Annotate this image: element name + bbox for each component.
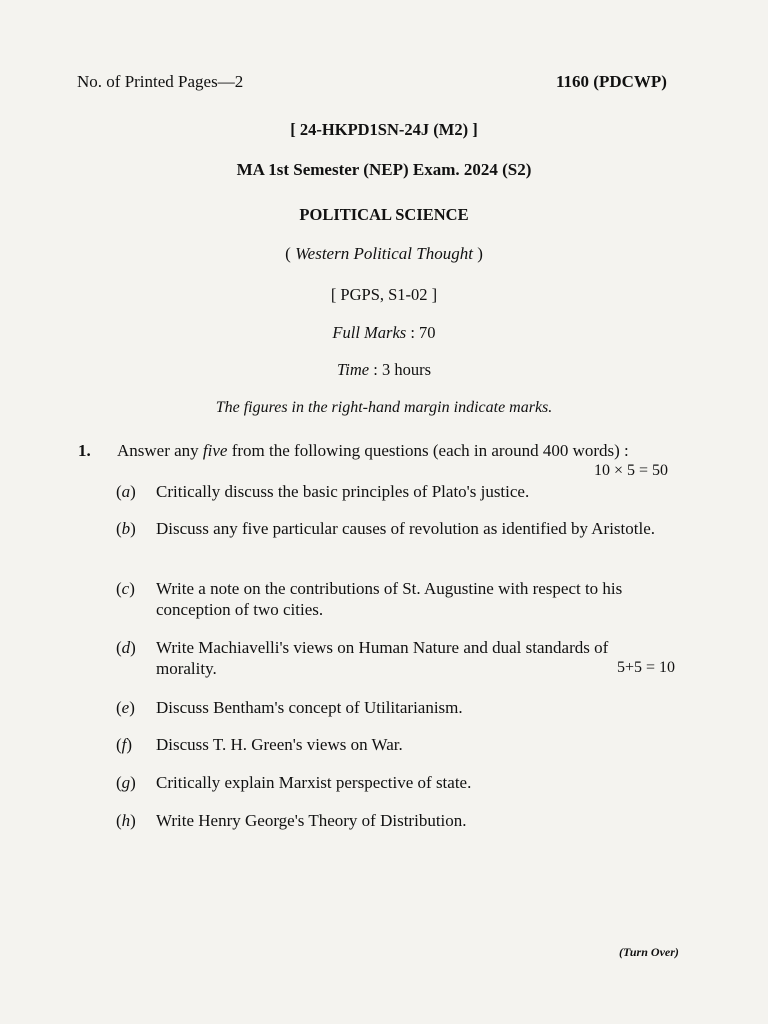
full-marks — [0, 323, 768, 343]
paper-code: 1160 (PDCWP) — [556, 72, 667, 91]
item-text: Discuss any five particular causes of revolution as identified by Aristotle. — [156, 519, 656, 538]
question-text — [117, 441, 687, 461]
paper-name-text: Western Political Thought — [295, 244, 473, 263]
exam-code: [ 24-HKPD1SN-24J (M2) ] — [290, 120, 478, 139]
paper-name: ( Western Political Thought ) — [285, 244, 483, 263]
question-item — [116, 810, 676, 831]
item-label: (e) — [116, 698, 135, 717]
time-label: Time — [337, 360, 370, 379]
item-text: Critically explain Marxist perspective of state. — [156, 773, 472, 792]
question-item — [116, 637, 676, 679]
question-text-emph: five — [202, 441, 228, 460]
full-marks-label: Full Marks — [332, 323, 407, 342]
item-text: Write a note on the contributions of St. Augustine with respect to his conception of two cities. — [156, 579, 623, 619]
question-item — [116, 697, 676, 718]
question-item — [116, 481, 676, 502]
question-item — [116, 734, 676, 755]
time-value: : 3 hours — [373, 360, 431, 379]
item-label: (a) — [116, 482, 136, 501]
item-text: Write Machiavelli's views on Human Nature and dual standards of morality. — [156, 638, 609, 678]
time-allowed — [0, 360, 768, 380]
course-code: [ PGPS, S1-02 ] — [330, 285, 438, 304]
question-item — [116, 578, 676, 620]
item-text: Discuss Bentham's concept of Utilitarianism. — [156, 698, 463, 717]
question-text-after: from the following questions (each in around 400 words) : — [227, 441, 629, 460]
question-text-before: Answer any — [117, 441, 203, 460]
item-text: Discuss T. H. Green's views on War. — [156, 735, 403, 754]
item-label: (f) — [116, 735, 133, 754]
item-label: (g) — [116, 773, 136, 792]
question-marks: 10 × 5 = 50 — [594, 462, 669, 479]
printed-pages: No. of Printed Pages—2 — [77, 72, 244, 91]
item-text: Critically discuss the basic principles of Plato's justice. — [156, 482, 530, 501]
question-item — [116, 772, 676, 793]
full-marks-value: : 70 — [410, 323, 436, 342]
item-label: (c) — [116, 579, 135, 598]
item-label: (b) — [116, 519, 136, 538]
turn-over-note: (Turn Over) — [619, 945, 679, 959]
exam-title: MA 1st Semester (NEP) Exam. 2024 (S2) — [236, 160, 532, 179]
item-text: Write Henry George's Theory of Distribution. — [156, 811, 467, 830]
subject-title: POLITICAL SCIENCE — [299, 205, 469, 224]
question-number: 1. — [78, 441, 91, 460]
item-label: (h) — [116, 811, 136, 830]
item-marks: 5+5 = 10 — [617, 659, 676, 676]
marks-instruction: The figures in the right-hand margin indicate marks. — [215, 399, 553, 416]
question-item — [116, 518, 676, 539]
item-label: (d) — [116, 638, 136, 657]
